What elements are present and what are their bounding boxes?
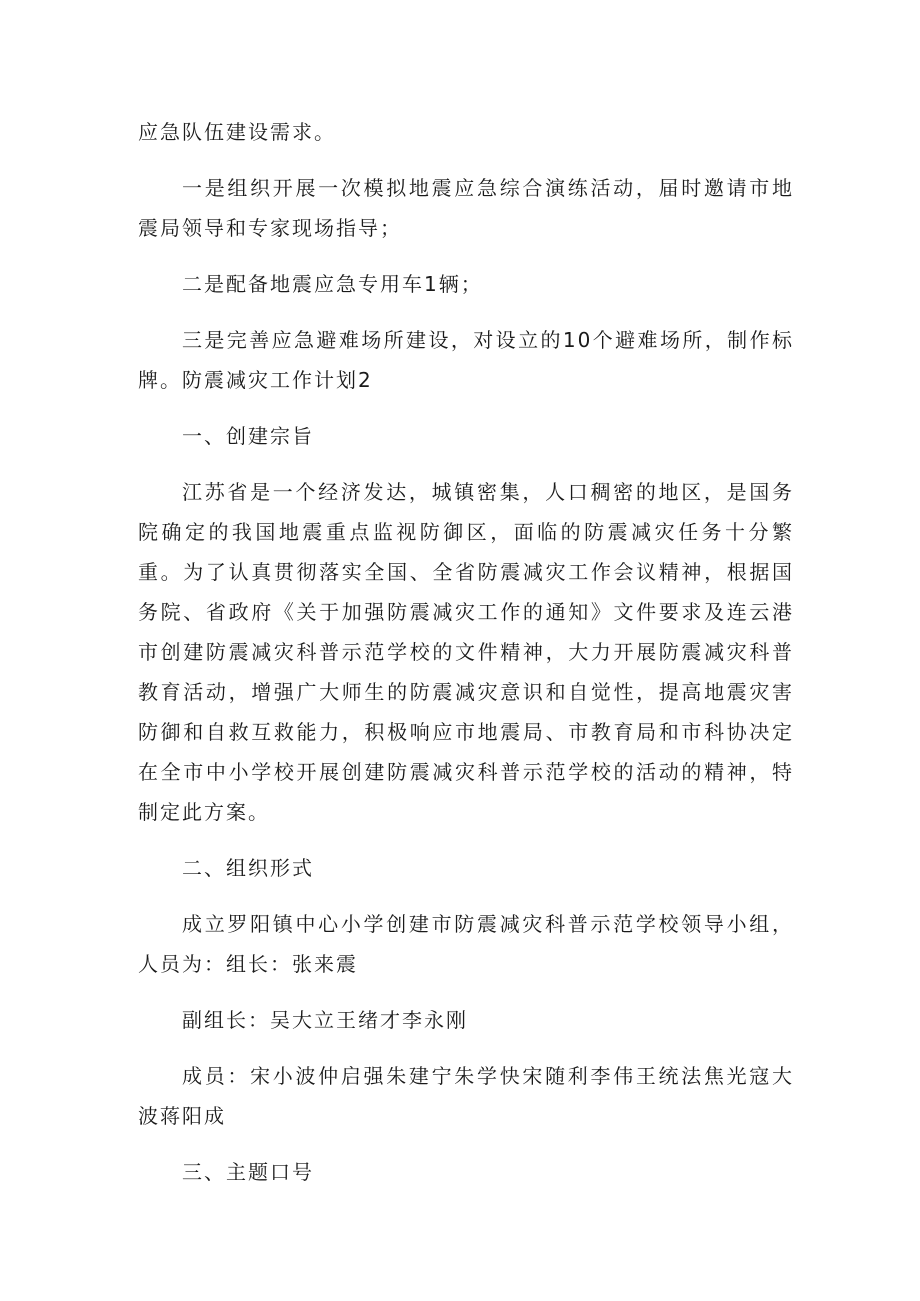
section-heading-purpose: 一、创建宗旨 (182, 424, 314, 448)
document-body (138, 112, 794, 1192)
paragraph-item-one: 一是组织开展一次模拟地震应急综合演练活动，届时邀请市地震局领导和专家现场指导； (138, 176, 794, 240)
paragraph-purpose-body: 江苏省是一个经济发达，城镇密集，人口稠密的地区，是国务院确定的我国地震重点监视防御区，面临的防震减灾任务十分繁重。为了认真贯彻落实全国、全省防震减灾工作会议精神，根据国务院、省政府《关于加强防震减灾工作的通知》文件要求及连云港市创建防震减灾科普示范学校的文件精神，大力开展防震减灾科普教育活动，增强广大师生的防震减灾意识和自觉性，提高地震灾害防御和自救互救能力，积极响应市地震局、市教育局和市科协决定在全市中小学校开展创建防震减灾科普示范学校的活动的精神，特制定此方案。 (138, 480, 794, 824)
paragraph-members: 成员：宋小波仲启强朱建宁朱学快宋随利李伟王统法焦光寇大波蒋阳成 (138, 1064, 794, 1128)
section-heading-slogan: 三、主题口号 (182, 1160, 314, 1184)
paragraph-item-three: 三是完善应急避难场所建设，对设立的10个避难场所，制作标牌。防震减灾工作计划2 (138, 328, 794, 392)
paragraph-deputy-leader: 副组长：吴大立王绪才李永刚 (182, 1008, 468, 1032)
paragraph-continuation: 应急队伍建设需求。 (138, 120, 336, 144)
paragraph-item-two: 二是配备地震应急专用车1辆； (182, 272, 483, 296)
paragraph-leader: 成立罗阳镇中心小学创建市防震减灾科普示范学校领导小组，人员为：组长：张来震 (138, 912, 794, 976)
section-heading-organization: 二、组织形式 (182, 856, 314, 880)
